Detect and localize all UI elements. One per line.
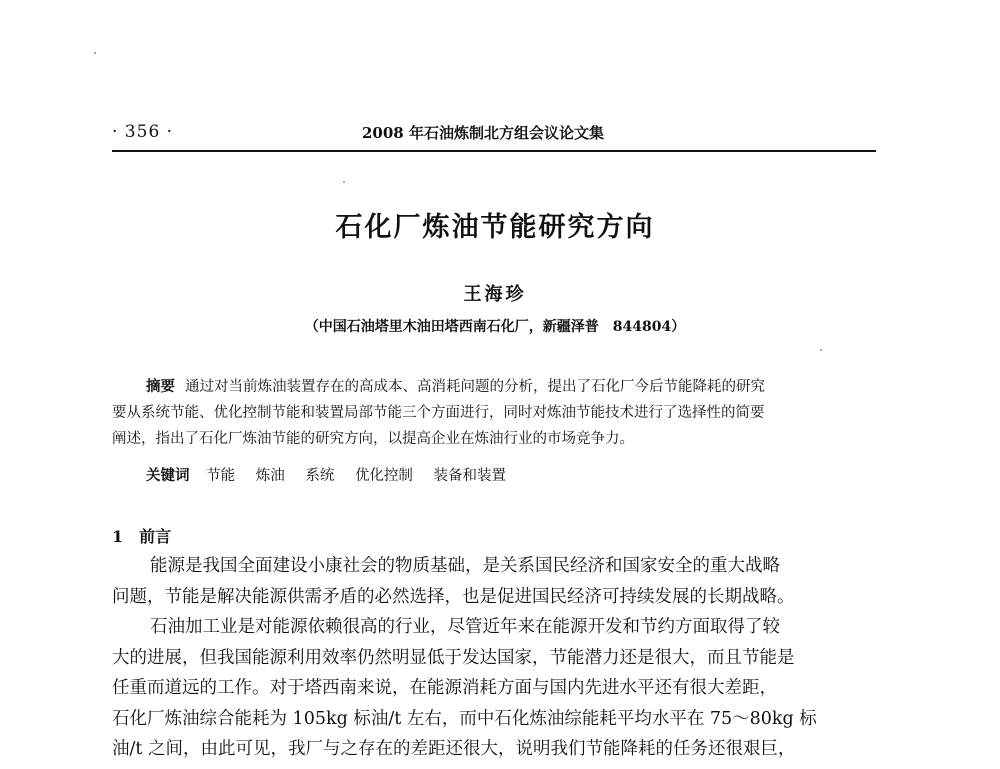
body-line: 油/t 之间，由此可见，我厂与之存在的差距还很大，说明我们节能降耗的任务还很艰巨， xyxy=(112,739,796,759)
abstract-line: 阐述，指出了石化厂炼油节能的研究方向，以提高企业在炼油行业的市场竞争力。 xyxy=(112,431,634,447)
section-number: 1 xyxy=(112,527,124,546)
body-line: 石化厂炼油综合能耗为 105kg 标油/t 左右，而中石化炼油综能耗平均水平在 75～80kg 标 xyxy=(112,708,817,729)
body-line: 问题，节能是解决能源供需矛盾的必然选择，也是促进国民经济可持续发展的长期战略。 xyxy=(112,586,795,607)
body-line: 大的进展，但我国能源利用效率仍然明显低于发达国家，节能潜力还是很大，而且节能是 xyxy=(112,647,795,668)
keyword: 装备和装置 xyxy=(433,468,507,484)
scan-speck xyxy=(343,181,345,183)
running-title: 2008 年石油炼制北方组会议论文集 xyxy=(362,124,604,142)
keywords xyxy=(146,464,522,485)
header-rule xyxy=(112,150,876,152)
keyword: 节能 xyxy=(206,468,236,484)
section-title: 前言 xyxy=(139,527,172,546)
author-affiliation: （中国石油塔里木油田塔西南石化厂，新疆泽普 844804） xyxy=(304,319,686,335)
keywords-label: 关键词 xyxy=(146,467,190,484)
body-line: 石油加工业是对能源依赖很高的行业，尽管近年来在能源开发和节约方面取得了较 xyxy=(150,617,780,637)
running-header xyxy=(112,118,876,148)
abstract-line: 要从系统节能、优化控制节能和装置局部节能三个方面进行，同时对炼油节能技术进行了选择性的简要 xyxy=(112,405,765,421)
body-line: 能源是我国全面建设小康社会的物质基础，是关系国民经济和国家安全的重大战略 xyxy=(150,556,780,576)
keyword: 系统 xyxy=(305,468,335,484)
abstract-text: 通过对当前炼油装置存在的高成本、高消耗问题的分析，提出了石化厂今后节能降耗的研究 xyxy=(185,379,765,395)
page-number: · 356 · xyxy=(112,122,174,142)
abstract-line xyxy=(112,374,878,400)
keyword: 优化控制 xyxy=(354,468,413,484)
abstract-label: 摘要 xyxy=(146,378,175,395)
abstract xyxy=(112,374,878,452)
scan-speck xyxy=(94,52,96,54)
author-name: 王海珍 xyxy=(463,284,527,305)
paper-title: 石化厂炼油节能研究方向 xyxy=(335,212,655,243)
section-heading xyxy=(112,524,171,547)
body-line: 任重而道远的工作。对于塔西南来说，在能源消耗方面与国内先进水平还有很大差距， xyxy=(112,678,777,698)
body-text xyxy=(112,551,880,765)
scan-speck xyxy=(820,349,822,351)
keyword: 炼油 xyxy=(255,468,285,484)
